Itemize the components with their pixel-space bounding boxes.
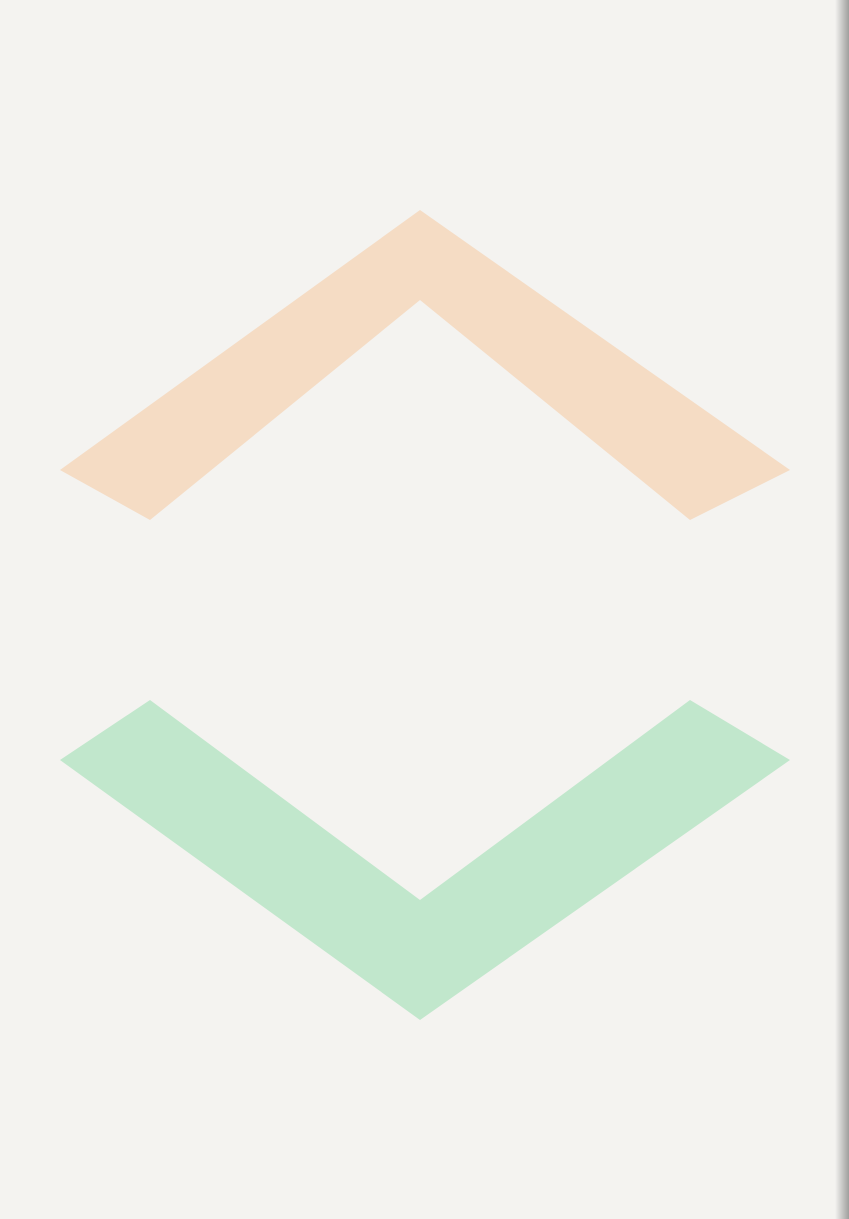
watermark-chevron-top [60, 210, 790, 520]
page-edge-shadow [835, 0, 849, 1219]
watermark-chevron-bottom [60, 700, 790, 1020]
